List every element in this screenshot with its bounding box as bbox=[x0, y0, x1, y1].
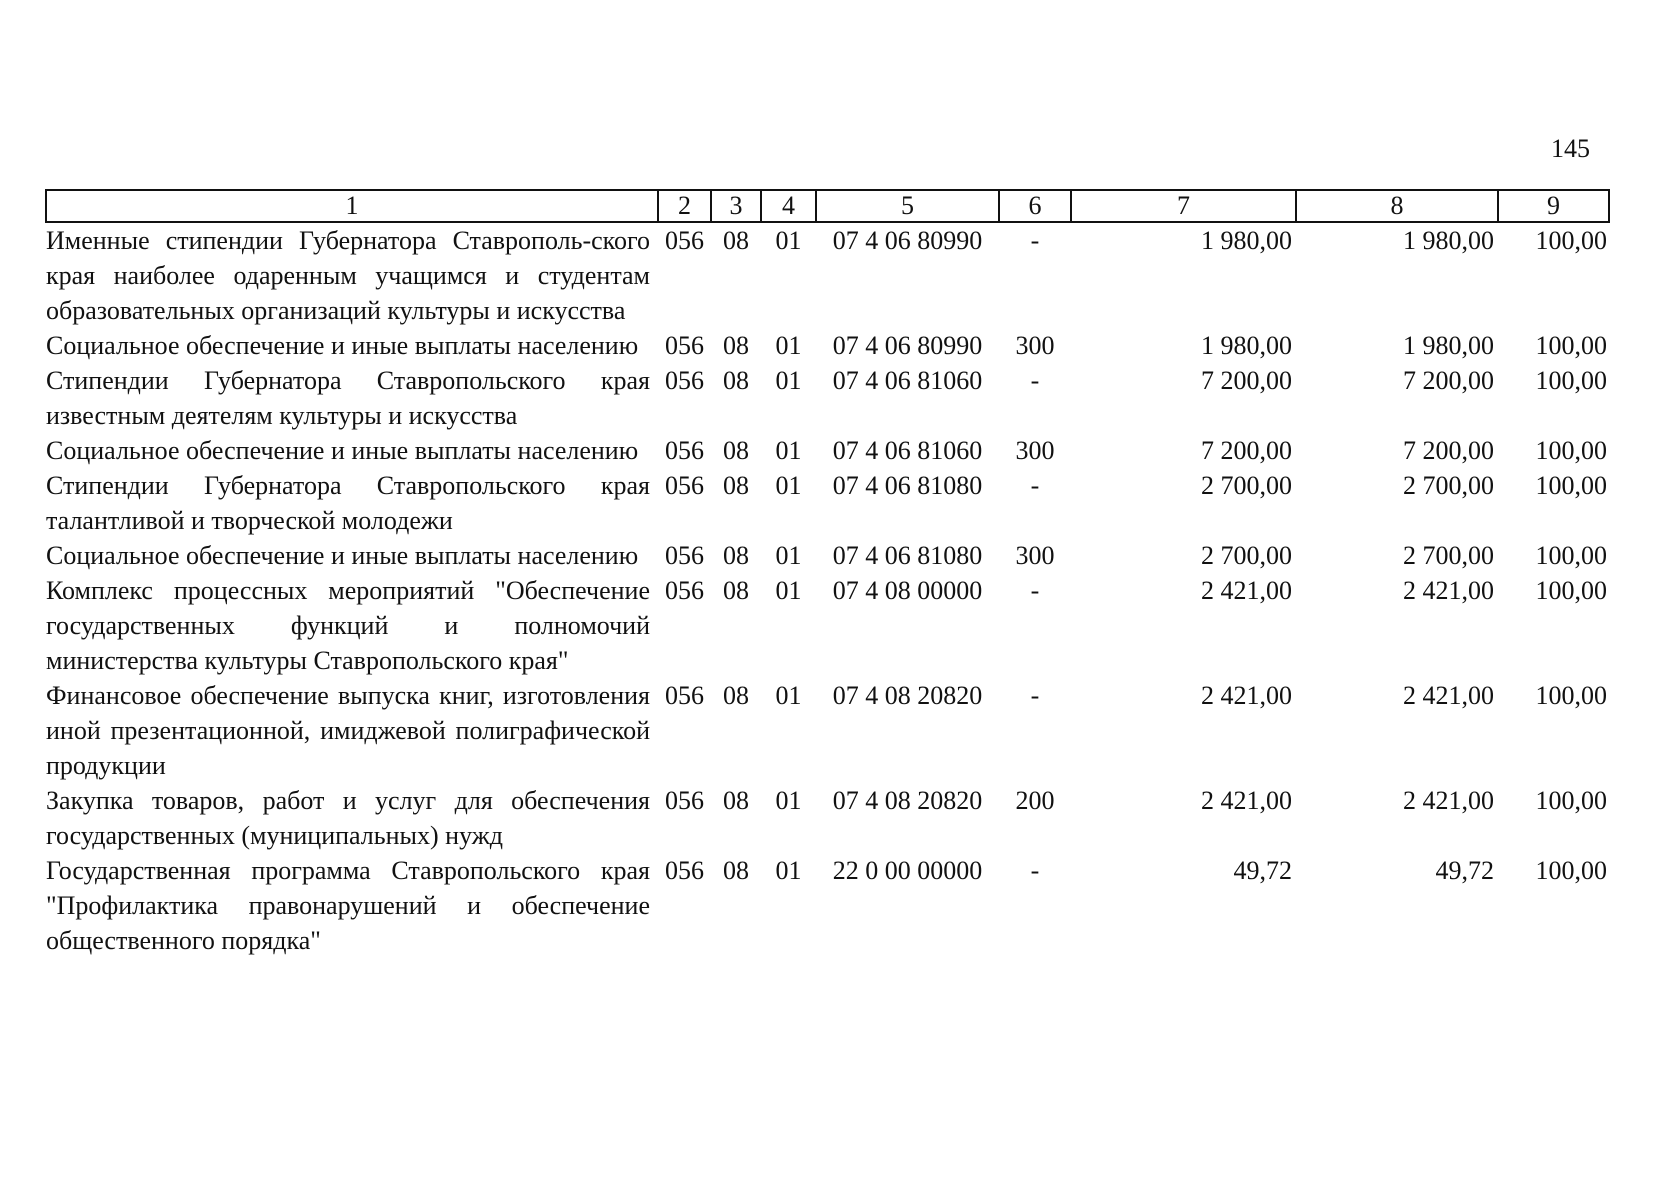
executed-amount: 2 421,00 bbox=[1403, 576, 1494, 605]
target-article-code: 07 4 06 81080 bbox=[832, 471, 983, 500]
executed-amount: 7 200,00 bbox=[1403, 436, 1494, 465]
budget-table bbox=[45, 189, 1610, 958]
expense-type-code: - bbox=[1030, 681, 1040, 710]
table-row bbox=[46, 573, 1609, 678]
column-header: 9 bbox=[1498, 190, 1609, 222]
planned-amount: 2 421,00 bbox=[1201, 786, 1292, 815]
planned-amount: 1 980,00 bbox=[1201, 226, 1292, 255]
column-header: 2 bbox=[658, 190, 711, 222]
header-row bbox=[46, 190, 1609, 222]
row-name: Именные стипендии Губернатора Ставрополь-ского края наиболее одаренным учащимся и студентам образовательных организаций культуры и искусства bbox=[46, 226, 650, 325]
executed-amount: 2 421,00 bbox=[1403, 786, 1494, 815]
section-code: 08 bbox=[723, 366, 749, 395]
row-name: Социальное обеспечение и иные выплаты населению bbox=[46, 541, 639, 570]
execution-percent: 100,00 bbox=[1535, 436, 1607, 465]
subsection-code: 01 bbox=[775, 576, 802, 605]
expense-type-code: - bbox=[1030, 471, 1040, 500]
section-code: 08 bbox=[723, 856, 749, 885]
target-article-code: 22 0 00 00000 bbox=[832, 856, 983, 885]
section-code: 08 bbox=[723, 786, 749, 815]
executed-amount: 1 980,00 bbox=[1403, 331, 1494, 360]
section-code: 08 bbox=[723, 576, 749, 605]
column-header: 6 bbox=[999, 190, 1071, 222]
execution-percent: 100,00 bbox=[1535, 856, 1607, 885]
subsection-code: 01 bbox=[775, 856, 802, 885]
ministry-code: 056 bbox=[665, 226, 704, 255]
table-row bbox=[46, 678, 1609, 783]
planned-amount: 7 200,00 bbox=[1201, 366, 1292, 395]
execution-percent: 100,00 bbox=[1535, 226, 1607, 255]
row-name: Комплекс процессных мероприятий "Обеспечение государственных функций и полномочий министерства культуры Ставропольского края" bbox=[46, 576, 650, 675]
execution-percent: 100,00 bbox=[1535, 786, 1607, 815]
subsection-code: 01 bbox=[775, 366, 802, 395]
ministry-code: 056 bbox=[665, 576, 704, 605]
expense-type-code: 200 bbox=[1015, 786, 1055, 815]
row-name: Социальное обеспечение и иные выплаты населению bbox=[46, 331, 639, 360]
subsection-code: 01 bbox=[775, 541, 802, 570]
expense-type-code: 300 bbox=[1015, 436, 1055, 465]
target-article-code: 07 4 08 00000 bbox=[832, 576, 983, 605]
execution-percent: 100,00 bbox=[1535, 331, 1607, 360]
target-article-code: 07 4 06 80990 bbox=[832, 331, 983, 360]
executed-amount: 7 200,00 bbox=[1403, 366, 1494, 395]
section-code: 08 bbox=[723, 436, 749, 465]
planned-amount: 2 421,00 bbox=[1201, 576, 1292, 605]
column-header: 7 bbox=[1071, 190, 1296, 222]
planned-amount: 2 700,00 bbox=[1201, 541, 1292, 570]
ministry-code: 056 bbox=[665, 331, 704, 360]
row-name: Государственная программа Ставропольского края "Профилактика правонарушений и обеспечение общественного порядка" bbox=[46, 856, 650, 955]
target-article-code: 07 4 06 81060 bbox=[832, 436, 983, 465]
executed-amount: 2 700,00 bbox=[1403, 471, 1494, 500]
row-name: Финансовое обеспечение выпуска книг, изготовления иной презентационной, имиджевой полиграфической продукции bbox=[46, 681, 650, 780]
table-row bbox=[46, 783, 1609, 853]
planned-amount: 2 700,00 bbox=[1201, 471, 1292, 500]
table-row bbox=[46, 538, 1609, 573]
executed-amount: 2 421,00 bbox=[1403, 681, 1494, 710]
expense-type-code: - bbox=[1030, 576, 1040, 605]
target-article-code: 07 4 08 20820 bbox=[832, 786, 983, 815]
expense-type-code: - bbox=[1030, 226, 1040, 255]
ministry-code: 056 bbox=[665, 681, 704, 710]
target-article-code: 07 4 06 81080 bbox=[832, 541, 983, 570]
section-code: 08 bbox=[723, 681, 749, 710]
subsection-code: 01 bbox=[775, 471, 802, 500]
table-row bbox=[46, 853, 1609, 958]
expense-type-code: - bbox=[1030, 856, 1040, 885]
execution-percent: 100,00 bbox=[1535, 541, 1607, 570]
target-article-code: 07 4 06 80990 bbox=[832, 226, 983, 255]
table-row bbox=[46, 433, 1609, 468]
section-code: 08 bbox=[723, 226, 749, 255]
table-row bbox=[46, 363, 1609, 433]
target-article-code: 07 4 08 20820 bbox=[832, 681, 983, 710]
target-article-code: 07 4 06 81060 bbox=[832, 366, 983, 395]
table-row bbox=[46, 328, 1609, 363]
page-number: 145 bbox=[1551, 134, 1590, 163]
execution-percent: 100,00 bbox=[1535, 471, 1607, 500]
execution-percent: 100,00 bbox=[1535, 576, 1607, 605]
table-header bbox=[46, 190, 1609, 222]
row-name: Стипендии Губернатора Ставропольского края талантливой и творческой молодежи bbox=[46, 471, 650, 535]
ministry-code: 056 bbox=[665, 856, 704, 885]
subsection-code: 01 bbox=[775, 786, 802, 815]
execution-percent: 100,00 bbox=[1535, 681, 1607, 710]
subsection-code: 01 bbox=[775, 331, 802, 360]
ministry-code: 056 bbox=[665, 436, 704, 465]
ministry-code: 056 bbox=[665, 366, 704, 395]
planned-amount: 1 980,00 bbox=[1201, 331, 1292, 360]
column-header: 8 bbox=[1296, 190, 1498, 222]
column-header: 3 bbox=[711, 190, 761, 222]
row-name: Социальное обеспечение и иные выплаты населению bbox=[46, 436, 639, 465]
table-body bbox=[46, 222, 1609, 958]
ministry-code: 056 bbox=[665, 541, 704, 570]
expense-type-code: 300 bbox=[1015, 331, 1055, 360]
executed-amount: 49,72 bbox=[1435, 856, 1494, 885]
section-code: 08 bbox=[723, 331, 749, 360]
planned-amount: 7 200,00 bbox=[1201, 436, 1292, 465]
column-header: 1 bbox=[46, 190, 658, 222]
expense-type-code: - bbox=[1030, 366, 1040, 395]
section-code: 08 bbox=[723, 471, 749, 500]
section-code: 08 bbox=[723, 541, 749, 570]
planned-amount: 49,72 bbox=[1233, 856, 1292, 885]
subsection-code: 01 bbox=[775, 681, 802, 710]
ministry-code: 056 bbox=[665, 471, 704, 500]
row-name: Закупка товаров, работ и услуг для обеспечения государственных (муниципальных) нужд bbox=[46, 786, 650, 850]
executed-amount: 1 980,00 bbox=[1403, 226, 1494, 255]
table-row bbox=[46, 468, 1609, 538]
execution-percent: 100,00 bbox=[1535, 366, 1607, 395]
expense-type-code: 300 bbox=[1015, 541, 1055, 570]
subsection-code: 01 bbox=[775, 436, 802, 465]
planned-amount: 2 421,00 bbox=[1201, 681, 1292, 710]
column-header: 4 bbox=[761, 190, 816, 222]
row-name: Стипендии Губернатора Ставропольского края известным деятелям культуры и искусства bbox=[46, 366, 650, 430]
executed-amount: 2 700,00 bbox=[1403, 541, 1494, 570]
table-row bbox=[46, 222, 1609, 328]
ministry-code: 056 bbox=[665, 786, 704, 815]
subsection-code: 01 bbox=[775, 226, 802, 255]
column-header: 5 bbox=[816, 190, 999, 222]
